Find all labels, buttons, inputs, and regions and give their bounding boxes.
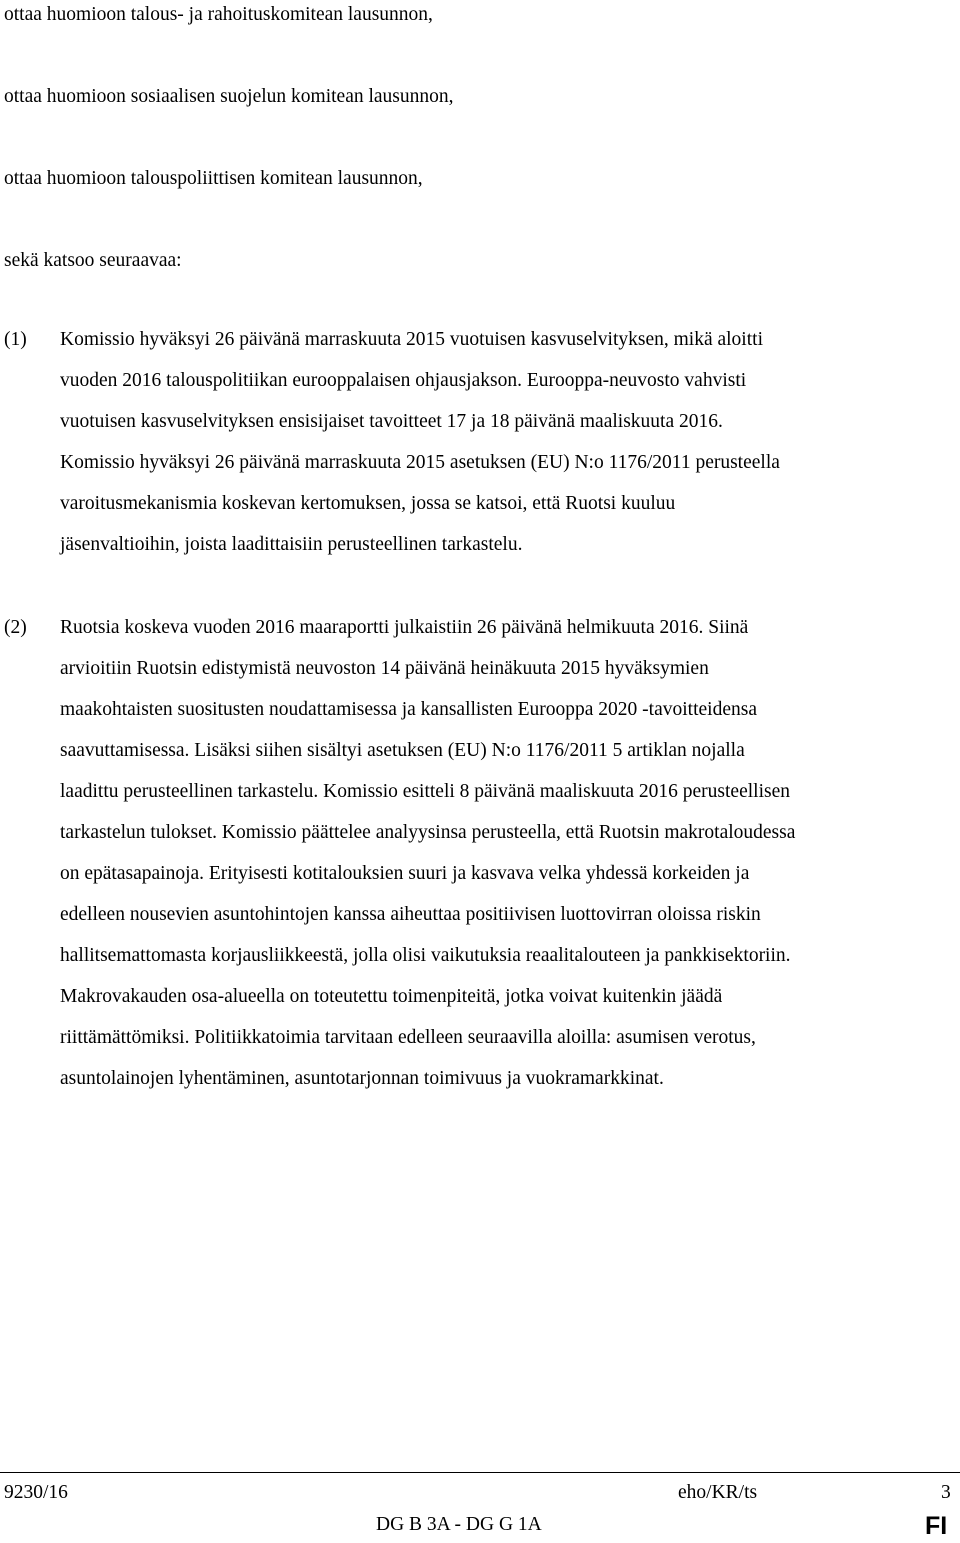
footer-page-number: 3 [941, 1482, 951, 1503]
footer-initials: eho/KR/ts [678, 1482, 758, 1503]
footer-doc-number: 9230/16 [4, 1482, 68, 1503]
recital-line: Ruotsia koskeva vuoden 2016 maaraportti julkaistiin 26 päivänä helmikuuta 2016. Siinä [60, 617, 749, 638]
recital-number: (2) [4, 617, 27, 638]
recital-number: (1) [4, 329, 27, 350]
intro-paragraph: ottaa huomioon sosiaalisen suojelun komitean lausunnon, [4, 86, 454, 107]
intro-paragraph: ottaa huomioon talouspoliittisen komitean lausunnon, [4, 168, 423, 189]
recital-line: Komissio hyväksyi 26 päivänä marraskuuta 2015 asetuksen (EU) N:o 1176/2011 perusteella [60, 452, 780, 473]
intro-paragraph: sekä katsoo seuraavaa: [4, 250, 182, 271]
recital-line: asuntolainojen lyhentäminen, asuntotarjonnan toimivuus ja vuokramarkkinat. [60, 1068, 664, 1089]
recital-line: vuoden 2016 talouspolitiikan eurooppalaisen ohjausjakson. Eurooppa-neuvosto vahvisti [60, 370, 747, 391]
recital-line: tarkastelun tulokset. Komissio päättelee analyysinsa perusteella, että Ruotsin makrotaloudessa [60, 822, 796, 843]
footer-directorate: DG B 3A - DG G 1A [376, 1514, 542, 1535]
recital-line: edelleen nousevien asuntohintojen kanssa aiheuttaa positiivisen luottovirran oloissa riskin [60, 904, 761, 925]
recital-line: laadittu perusteellinen tarkastelu. Komissio esitteli 8 päivänä maaliskuuta 2016 perusteellisen [60, 781, 790, 802]
intro-paragraph: ottaa huomioon talous- ja rahoituskomitean lausunnon, [4, 4, 433, 25]
recital-line: varoitusmekanismia koskevan kertomuksen, jossa se katsoi, että Ruotsi kuuluu [60, 493, 676, 514]
recital-line: Makrovakauden osa-alueella on toteutettu toimenpiteitä, jotka voivat kuitenkin jäädä [60, 986, 723, 1007]
recital-line: hallitsemattomasta korjausliikkeestä, jolla olisi vaikutuksia reaalitalouteen ja pankkisektoriin. [60, 945, 791, 966]
recital-line: maakohtaisten suositusten noudattamisessa ja kansallisten Eurooppa 2020 -tavoitteidensa [60, 699, 757, 720]
footer-language-code: FI [925, 1512, 948, 1540]
recital-line: on epätasapainoja. Erityisesti kotitalouksien suuri ja kasvava velka yhdessä korkeiden ja [60, 863, 750, 884]
recital-line: Komissio hyväksyi 26 päivänä marraskuuta 2015 vuotuisen kasvuselvityksen, mikä aloitti [60, 329, 763, 350]
recital-line: saavuttamisessa. Lisäksi siihen sisältyi asetuksen (EU) N:o 1176/2011 5 artiklan nojalla [60, 740, 745, 761]
recital-line: jäsenvaltioihin, joista laadittaisiin perusteellinen tarkastelu. [60, 534, 523, 555]
recital-line: arvioitiin Ruotsin edistymistä neuvoston 14 päivänä heinäkuuta 2015 hyväksymien [60, 658, 709, 679]
recital-line: riittämättömiksi. Politiikkatoimia tarvitaan edelleen seuraavilla aloilla: asumisen verotus, [60, 1027, 756, 1048]
recital-line: vuotuisen kasvuselvityksen ensisijaiset tavoitteet 17 ja 18 päivänä maaliskuuta 2016. [60, 411, 723, 432]
footer-divider [0, 1472, 960, 1473]
